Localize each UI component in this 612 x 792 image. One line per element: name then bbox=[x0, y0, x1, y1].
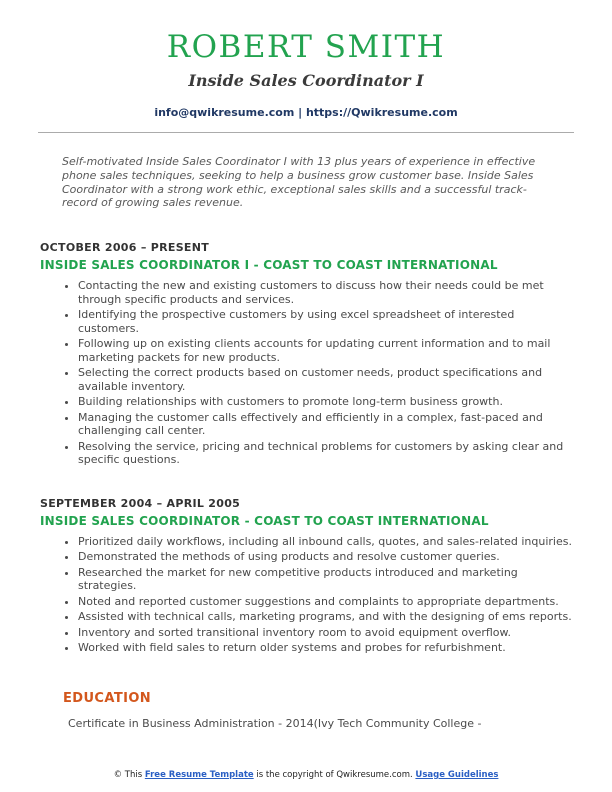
bullet-item: • Building relationships with customers to promote long-term business growth. bbox=[78, 395, 572, 409]
bullet-item: • Prioritized daily workflows, including all inbound calls, quotes, and sales-related inquiries. bbox=[78, 535, 572, 549]
experience-section-current bbox=[40, 241, 572, 467]
bullet-item: • Inventory and sorted transitional inventory room to avoid equipment overflow. bbox=[78, 626, 572, 640]
education-item: Certificate in Business Administration - 2014(Ivy Tech Community College - bbox=[68, 716, 482, 730]
education-heading: EDUCATION bbox=[63, 690, 152, 706]
bullet-item: • Noted and reported customer suggestions and complaints to appropriate departments. bbox=[78, 595, 572, 609]
education-section bbox=[40, 691, 572, 730]
candidate-name: ROBERT SMITH bbox=[166, 29, 446, 65]
candidate-job-title: Inside Sales Coordinator I bbox=[188, 71, 424, 90]
bullet-item: • Resolving the service, pricing and technical problems for customers by asking clear and specific questions. bbox=[78, 440, 572, 467]
bullet-item: • Worked with field sales to return older systems and probes for refurbishment. bbox=[78, 641, 572, 655]
experience-section-previous bbox=[40, 497, 572, 655]
header-divider bbox=[38, 132, 574, 133]
bullet-item: • Following up on existing clients accounts for updating current information and to mail marketing packets for new products. bbox=[78, 337, 572, 364]
free-resume-template-link[interactable]: Free Resume Template bbox=[144, 770, 254, 780]
job-bullet-list bbox=[40, 279, 572, 467]
bullet-item: • Researched the market for new competitive products introduced and marketing strategies. bbox=[78, 566, 572, 593]
copyright-prefix: © This bbox=[113, 770, 145, 780]
contact-line[interactable]: info@qwikresume.com | https://Qwikresume.com bbox=[154, 106, 458, 119]
copyright-middle: is the copyright of Qwikresume.com. bbox=[253, 770, 416, 780]
bullet-item: • Selecting the correct products based on customer needs, product specifications and available inventory. bbox=[78, 366, 572, 393]
bullet-item: • Contacting the new and existing customers to discuss how their needs could be met through specific products and services. bbox=[78, 279, 572, 306]
resume-header bbox=[0, 0, 612, 133]
bullet-item: • Demonstrated the methods of using products and resolve customer queries. bbox=[78, 550, 572, 564]
job-bullet-list bbox=[40, 535, 572, 655]
usage-guidelines-link[interactable]: Usage Guidelines bbox=[415, 770, 499, 780]
summary-paragraph: Self-motivated Inside Sales Coordinator I with 13 plus years of experience in effective phone sales techniques, seeking to help a business grow customer base. Inside Sales Coordinator with a strong work ethic, exceptional sales skills and a successful track-record of growing sales revenue. bbox=[62, 155, 536, 210]
job-role-title: INSIDE SALES COORDINATOR - COAST TO COAST INTERNATIONAL bbox=[40, 513, 489, 528]
job-role-title: INSIDE SALES COORDINATOR I - COAST TO COAST INTERNATIONAL bbox=[40, 258, 498, 273]
page-footer bbox=[0, 770, 612, 780]
job-dates: OCTOBER 2006 – PRESENT bbox=[40, 241, 210, 255]
bullet-item: • Identifying the prospective customers by using excel spreadsheet of interested customers. bbox=[78, 308, 572, 335]
bullet-item: • Managing the customer calls effectively and efficiently in a complex, fast-paced and challenging call center. bbox=[78, 411, 572, 438]
bullet-item: • Assisted with technical calls, marketing programs, and with the designing of ems reports. bbox=[78, 610, 572, 624]
job-dates: SEPTEMBER 2004 – APRIL 2005 bbox=[40, 496, 241, 510]
